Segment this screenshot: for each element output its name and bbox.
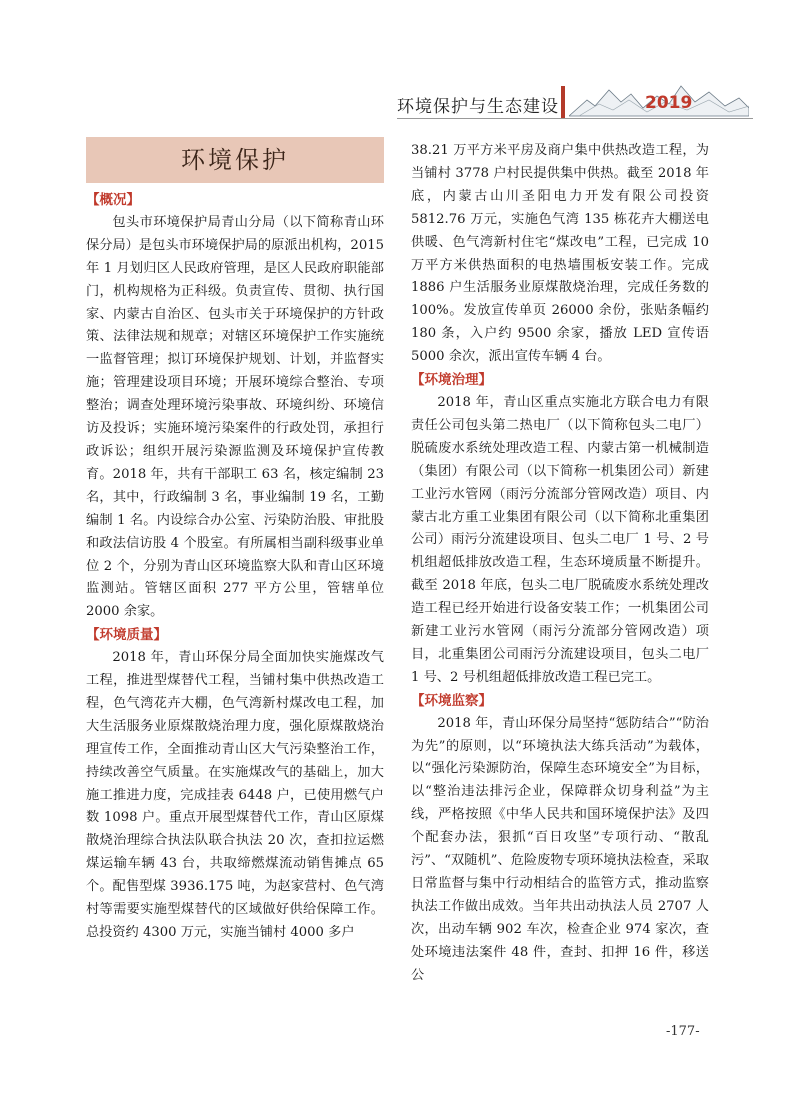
header-accent-bar	[561, 86, 565, 118]
running-header-title: 环境保护与生态建设	[397, 97, 559, 117]
header-divider	[397, 118, 753, 119]
page-number: -177-	[666, 1024, 700, 1039]
governance-heading: 【环境治理】	[411, 372, 492, 389]
overview-paragraph: 包头市环境保护局青山分局（以下简称青山环保分局）是包头市环境保护局的原派出机构，2015 年 1 月划归区人民政府管理，是区人民政府职能部门，机构规格为正科级。负责宣传、贯彻、执行国家、内蒙古自治区、包头市关于环境保护的方针政策、法律法规和规章；对辖区环境保护工作实施统一监督管理；拟订环境保护规划、计划，并监督实施；管理建设项目环境；开展环境综合整治、专项整治；调查处理环境污染事故、环境纠纷、环境信访及投诉；实施环境污染案件的行政处罚，承担行政诉讼；组织开展污染源监测及环境保护宣传教育。2018 年，共有干部职工 63 名，核定编制 23 名，其中，行政编制 3 名，事业编制 19 名，工勤编制 1 名。内设综合办公室、污染防治股、审批股和政法信访股 4 个股室。有所属相当副科级事业单位 2 个，分别为青山区环境监察大队和青山区环境监测站。管辖区面积 277 平方公里，管辖单位 2000 余家。	[86, 214, 384, 620]
section-title-banner	[86, 137, 384, 183]
governance-paragraph: 2018 年，青山区重点实施北方联合电力有限责任公司包头第二热电厂（以下简称包头二电厂）脱硫废水系统处理改造工程、内蒙古第一机械制造（集团）有限公司（以下简称一机集团公司）新建工业污水管网（雨污分流部分管网改造）项目、内蒙古北方重工业集团有限公司（以下简称北重集团公司）雨污分流建设项目、包头二电厂 1 号、2 号机组超低排放改造工程，生态环境质量不断提升。截至 2018 年底，包头二电厂脱硫废水系统处理改造工程已经开始进行设备安装工作；一机集团公司新建工业污水管网（雨污分流部分管网改造）项目，北重集团公司雨污分流建设项目，包头二电厂 1 号、2 号机组超低排放改造工程已完工。	[411, 394, 709, 685]
quality-heading: 【环境质量】	[86, 627, 167, 644]
supervision-heading: 【环境监察】	[411, 692, 492, 709]
header-year: 2019	[645, 93, 693, 113]
section-title: 环境保护	[181, 146, 289, 174]
right-column	[411, 140, 709, 988]
left-column	[86, 189, 384, 945]
quality-paragraph: 2018 年，青山环保分局全面加快实施煤改气工程，推进型煤替代工程，当铺村集中供热改造工程，色气湾花卉大棚，色气湾新村煤改电工程，加大生活服务业原煤散烧治理力度，强化原煤散烧治理宣传工作，全面推动青山区大气污染整治工作，持续改善空气质量。在实施煤改气的基础上，加大施工推进力度，完成挂表 6448 户，已使用燃气户数 1098 户。重点开展型煤替代工作，青山区原煤散烧治理综合执法队联合执法 20 次，查扣拉运燃煤运输车辆 43 台，共取缔燃煤流动销售摊点 65 个。配售型煤 3936.175 吨，为赵家营村、色气湾村等需要实施型煤替代的区域做好供给保障工作。总投资约 4300 万元，实施当铺村 4000 多户	[86, 650, 384, 940]
quality-paragraph-continued: 38.21 万平方米平房及商户集中供热改造工程，为当铺村 3778 户村民提供集中供热。截至 2018 年底，内蒙古山川圣阳电力开发有限公司投资 5812.76 万元，实施色气湾 135 栋花卉大棚送电供暖、色气湾新村住宅“煤改电”工程，已完成 10 万平方米供热面积的电热墙围板安装工作。完成 1886 户生活服务业原煤散烧治理，完成任务数的100%。发放宣传单页 26000 余份，张贴条幅约 180 条，入户约 9500 余家，播放 LED 宣传语 5000 余次，派出宣传车辆 4 台。	[411, 143, 709, 365]
supervision-paragraph: 2018 年，青山环保分局坚持“惩防结合”“防治为先”的原则，以“环境执法大练兵活动”为载体，以“强化污染源防治，保障生态环境安全”为目标，以“整治违法排污企业，保障群众切身利益”为主线，严格按照《中华人民共和国环境保护法》及四个配套办法，狠抓“百日攻坚”专项行动、“散乱污”、“双随机”、危险废物专项环境执法检查，采取日常监督与集中行动相结合的监管方式，推动监察执法工作做出成效。当年共出动执法人员 2707 人次，出动车辆 902 车次，检查企业 974 家次，查处环境违法案件 48 件，查封、扣押 16 件，移送公	[411, 715, 709, 983]
running-header	[397, 78, 757, 122]
overview-heading: 【概况】	[86, 192, 140, 208]
